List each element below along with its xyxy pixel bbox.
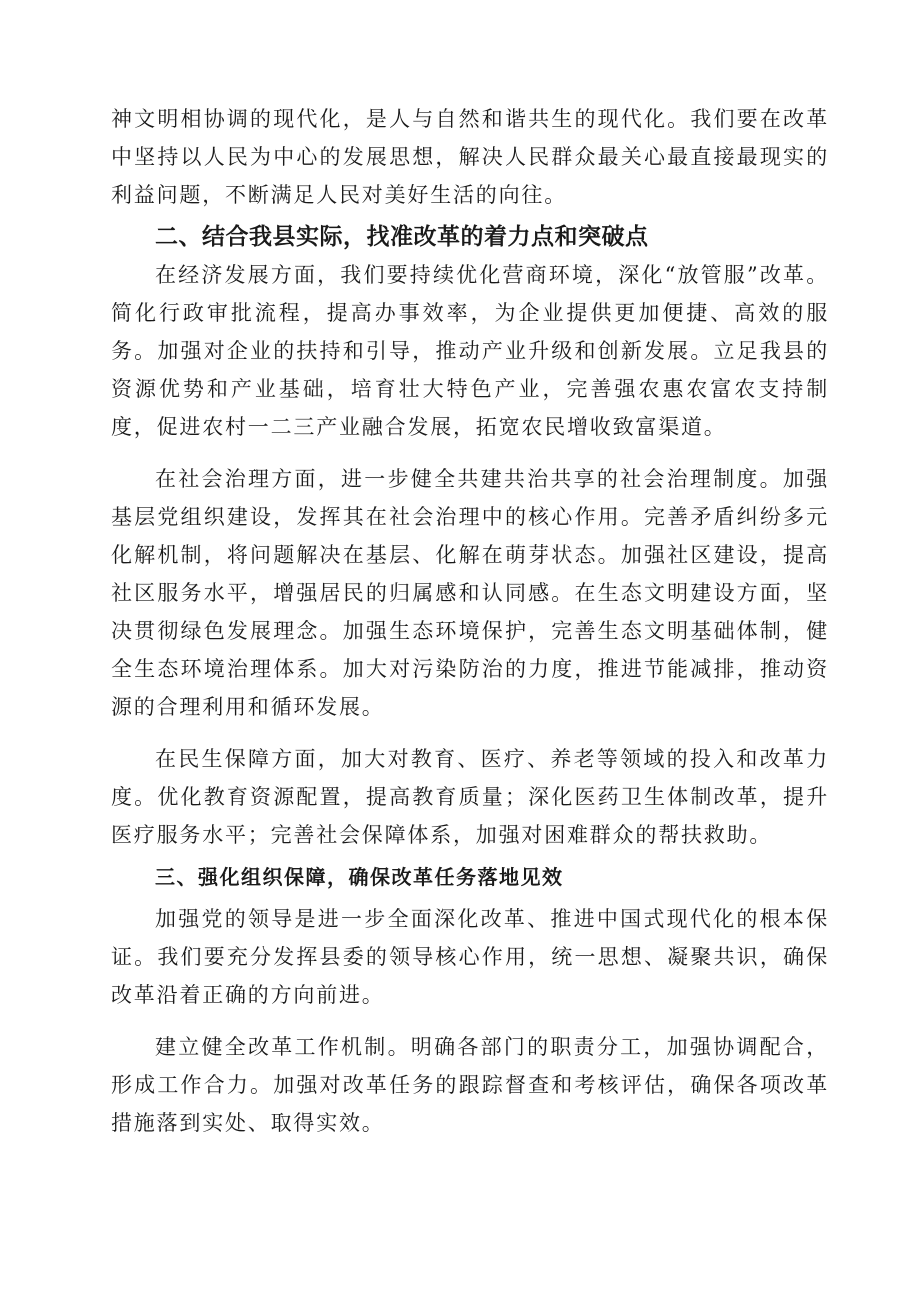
section-2-paragraph-livelihood: 在民生保障方面，加大对教育、医疗、养老等领域的投入和改革力度。优化教育资源配置，提高教育质量；深化医药卫生体制改革，提升医疗服务水平；完善社会保障体系，加强对困难群众的帮扶救助。	[111, 747, 829, 847]
intro-paragraph: 神文明相协调的现代化，是人与自然和谐共生的现代化。我们要在改革中坚持以人民为中心的发展思想，解决人民群众最关心最直接最现实的利益问题，不断满足人民对美好生活的向往。	[111, 107, 829, 207]
section-3-paragraph-mechanism: 建立健全改革工作机制。明确各部门的职责分工，加强协调配合，形成工作合力。加强对改革任务的跟踪督查和考核评估，确保各项改革措施落到实处、取得实效。	[111, 1035, 829, 1135]
section-3-heading: 三、强化组织保障，确保改革任务落地见效	[155, 865, 564, 889]
document-page	[111, 100, 829, 1142]
section-2-paragraph-governance: 在社会治理方面，进一步健全共建共治共享的社会治理制度。加强基层党组织建设，发挥其在社会治理中的核心作用。完善矛盾纠纷多元化解机制，将问题解决在基层、化解在萌芽状态。加强社区建设，提高社区服务水平，增强居民的归属感和认同感。在生态文明建设方面，坚决贯彻绿色发展理念。加强生态环境保护，完善生态文明基础体制，健全生态环境治理体系。加大对污染防治的力度，推进节能减排，推动资源的合理利用和循环发展。	[111, 467, 829, 719]
section-3-paragraph-leadership: 加强党的领导是进一步全面深化改革、推进中国式现代化的根本保证。我们要充分发挥县委的领导核心作用，统一思想、凝聚共识，确保改革沿着正确的方向前进。	[111, 907, 829, 1007]
section-2-paragraph-economy: 在经济发展方面，我们要持续优化营商环境，深化“放管服”改革。简化行政审批流程，提高办事效率，为企业提供更加便捷、高效的服务。加强对企业的扶持和引导，推动产业升级和创新发展。立足我县的资源优势和产业基础，培育壮大特色产业，完善强农惠农富农支持制度，促进农村一二三产业融合发展，拓宽农民增收致富渠道。	[111, 263, 829, 439]
section-2-heading: 二、结合我县实际，找准改革的着力点和突破点	[155, 224, 649, 250]
